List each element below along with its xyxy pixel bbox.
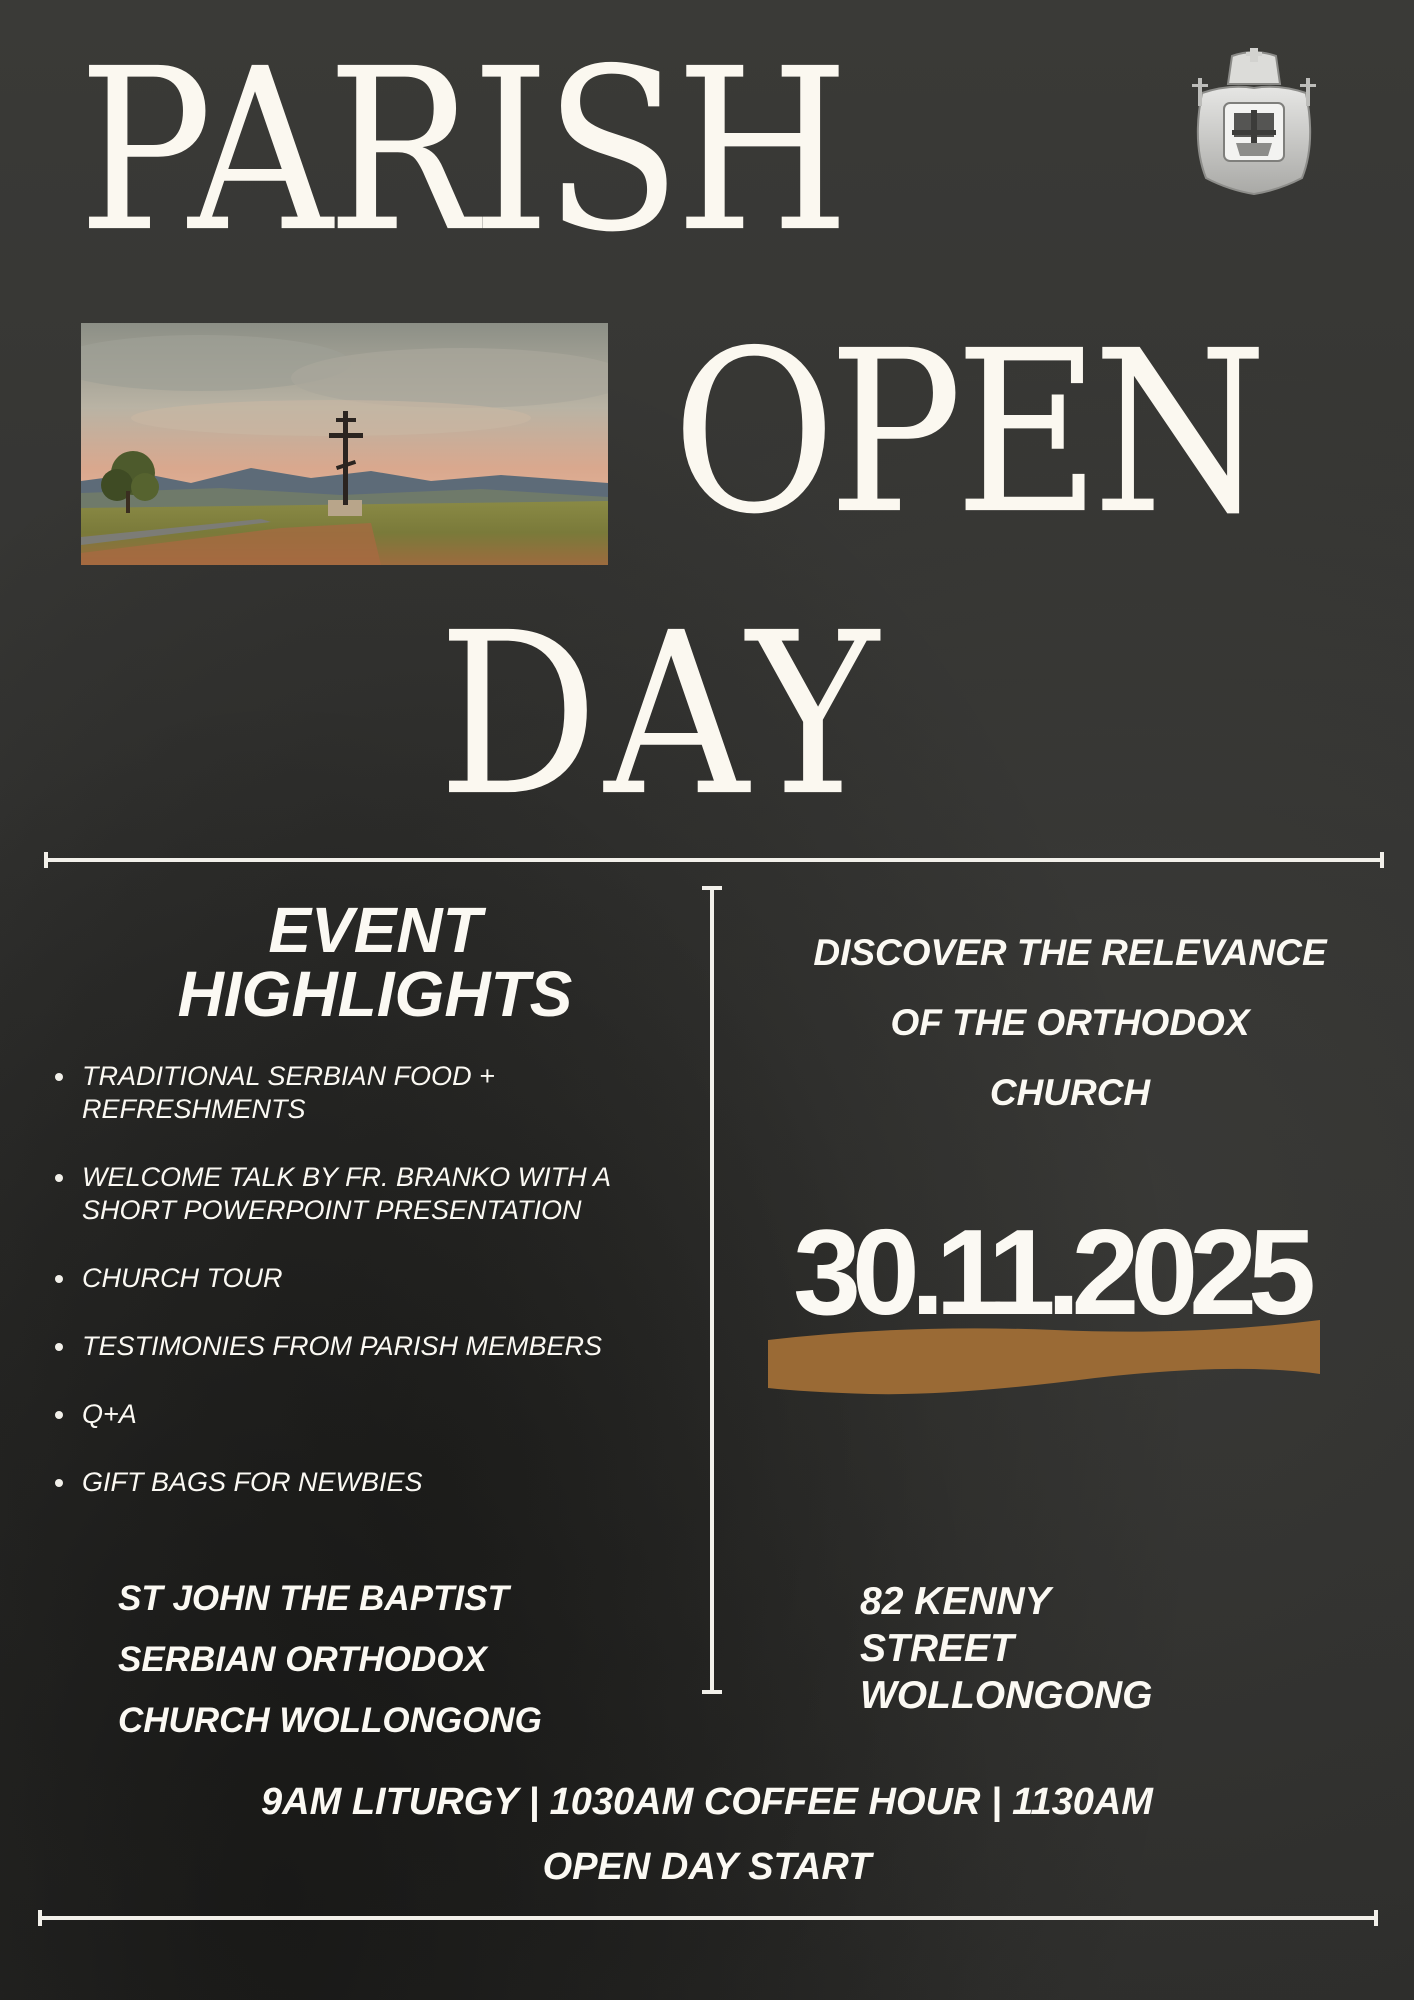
event-schedule: [120, 1770, 1294, 1900]
highlight-item: WELCOME TALK BY FR. BRANKO WITH A SHORT POWERPOINT PRESENTATION: [50, 1161, 690, 1227]
highlight-item: GIFT BAGS FOR NEWBIES: [50, 1466, 690, 1499]
church-address: [860, 1578, 1310, 1719]
church-name-line1: ST JOHN THE BAPTIST: [118, 1579, 509, 1618]
highlight-item: TESTIMONIES FROM PARISH MEMBERS: [50, 1330, 690, 1363]
tagline-line2: OF THE ORTHODOX: [890, 1002, 1250, 1043]
vertical-divider: [710, 886, 714, 1694]
title-open: OPEN: [672, 302, 1260, 564]
landscape-painting: [81, 323, 608, 565]
top-divider-cap-right: [1380, 852, 1384, 868]
event-highlights-heading-line1: EVENT: [268, 894, 482, 966]
schedule-line1: 9AM LITURGY | 1030AM COFFEE HOUR | 1130AM: [261, 1781, 1153, 1823]
tagline-line3: CHURCH: [989, 1072, 1151, 1113]
title-day: DAY: [438, 584, 885, 846]
address-line3: WOLLONGONG: [860, 1674, 1153, 1717]
church-name-line3: CHURCH WOLLONGONG: [118, 1701, 542, 1740]
tagline: [760, 918, 1380, 1128]
title-parish: PARISH: [78, 20, 844, 282]
event-date: 30.11.2025: [793, 1204, 1307, 1340]
address-line1: 82 KENNY: [860, 1580, 1051, 1623]
bottom-divider-cap-right: [1374, 1910, 1378, 1926]
event-highlights-list: [50, 1060, 690, 1534]
highlight-item: TRADITIONAL SERBIAN FOOD + REFRESHMENTS: [50, 1060, 690, 1126]
coat-of-arms-icon: [1184, 48, 1324, 198]
tagline-line1: DISCOVER THE RELEVANCE: [813, 932, 1327, 973]
event-highlights-heading: [80, 894, 670, 1030]
top-divider-cap-left: [44, 852, 48, 868]
event-highlights-heading-line2: HIGHLIGHTS: [177, 958, 573, 1030]
bottom-divider: [38, 1916, 1378, 1920]
church-name: [118, 1568, 638, 1751]
address-line2: STREET: [860, 1627, 1014, 1670]
bottom-divider-cap-left: [38, 1910, 42, 1926]
church-name-line2: SERBIAN ORTHODOX: [118, 1640, 487, 1679]
schedule-line2: OPEN DAY START: [542, 1846, 872, 1888]
highlight-item: Q+A: [50, 1398, 690, 1431]
vertical-divider-cap-top: [702, 886, 722, 890]
top-divider: [44, 858, 1384, 862]
highlight-item: CHURCH TOUR: [50, 1262, 690, 1295]
vertical-divider-cap-bottom: [702, 1690, 722, 1694]
